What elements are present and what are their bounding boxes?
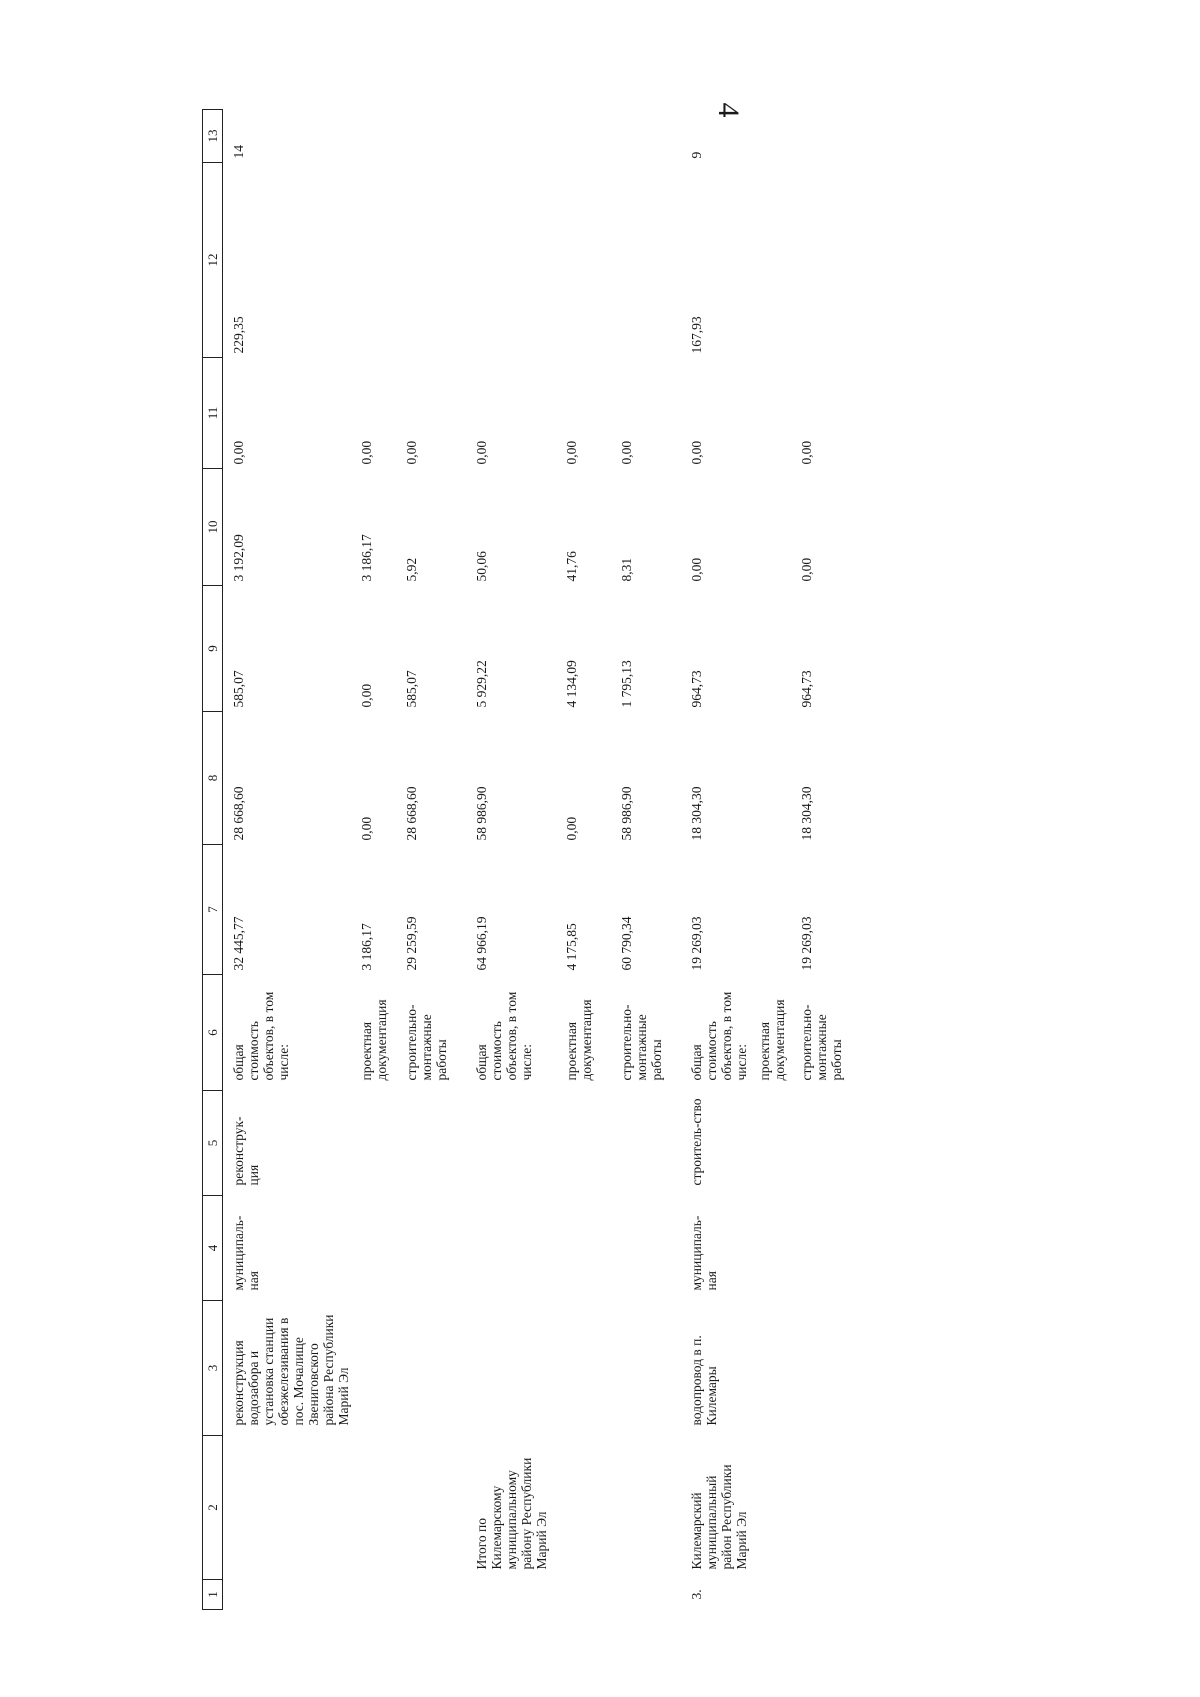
table-row xyxy=(749,110,791,1610)
table-cell-c11: 0,00 xyxy=(231,440,246,465)
table-cell-c6: общая стоимость объектов, в том числе: xyxy=(689,991,749,1081)
table-cell-c8: 58 986,90 xyxy=(474,786,489,841)
table-cell-c6: проектная документация xyxy=(564,999,594,1081)
table-cell-c12: 229,35 xyxy=(231,316,246,354)
table-cell-c12 xyxy=(611,163,681,358)
table-cell-c13 xyxy=(466,110,556,163)
table-cell-c3: водопровод в п. Килемары xyxy=(689,1335,719,1426)
col-num-11: 11 xyxy=(203,358,223,469)
table-cell-c9 xyxy=(749,586,791,712)
table-row xyxy=(681,110,749,1610)
table-cell-c7: 29 259,59 xyxy=(404,916,419,971)
table-cell-c12 xyxy=(351,163,396,358)
table-cell-c1 xyxy=(611,1580,681,1610)
table-cell-c4 xyxy=(791,1196,861,1301)
table-cell-c11: 0,00 xyxy=(404,440,419,465)
table-cell-c6: проектная документация xyxy=(359,999,389,1081)
table-cell-c4 xyxy=(396,1196,466,1301)
table-cell-c6: строительно-монтажные работы xyxy=(619,1004,664,1081)
table-cell-c9: 4 134,09 xyxy=(564,660,579,708)
table-cell-c10: 3 192,09 xyxy=(231,534,246,582)
table-cell-c1 xyxy=(396,1580,466,1610)
table-cell-c13 xyxy=(556,110,611,163)
col-num-1: 1 xyxy=(203,1580,223,1610)
table-cell-c6: проектная документация xyxy=(757,999,787,1081)
col-num-12: 12 xyxy=(203,163,223,358)
col-num-13: 13 xyxy=(203,110,223,163)
table-cell-c9: 0,00 xyxy=(359,683,374,708)
col-num-10: 10 xyxy=(203,469,223,586)
table-cell-c12 xyxy=(556,163,611,358)
table-cell-c5 xyxy=(351,1091,396,1196)
table-cell-c12 xyxy=(396,163,466,358)
col-num-3: 3 xyxy=(203,1301,223,1436)
table-cell-c9: 964,73 xyxy=(689,670,704,708)
table-cell-c1 xyxy=(556,1580,611,1610)
table-cell-c1 xyxy=(749,1580,791,1610)
table-cell-c2 xyxy=(351,1436,396,1580)
table-cell-c4 xyxy=(351,1196,396,1301)
table-cell-c10 xyxy=(749,469,791,586)
table-cell-c2 xyxy=(396,1436,466,1580)
table-cell-c8 xyxy=(749,712,791,845)
table-cell-c10: 41,76 xyxy=(564,551,579,582)
table-cell-c13 xyxy=(396,110,466,163)
table-cell-c10: 0,00 xyxy=(799,557,814,582)
table-cell-c1 xyxy=(351,1580,396,1610)
table-cell-c1 xyxy=(466,1580,556,1610)
table-cell-c9: 964,73 xyxy=(799,670,814,708)
table-row xyxy=(466,110,556,1610)
table-cell-c7: 64 966,19 xyxy=(474,916,489,971)
table-cell-c13 xyxy=(791,110,861,163)
table-cell-c13: 9 xyxy=(689,151,704,159)
table-cell-c7: 3 186,17 xyxy=(359,923,374,971)
table-cell-c4 xyxy=(466,1196,556,1301)
table-cell-c8: 58 986,90 xyxy=(619,786,634,841)
col-num-9: 9 xyxy=(203,586,223,712)
table-row xyxy=(396,110,466,1610)
table-cell-c2 xyxy=(749,1436,791,1580)
table-cell-c5: реконструк-ция xyxy=(231,1116,261,1186)
table-cell-c10: 8,31 xyxy=(619,557,634,582)
table-cell-c6: общая стоимость объектов, в том числе: xyxy=(231,991,291,1081)
table-cell-c9: 585,07 xyxy=(404,670,419,708)
table-cell-c3 xyxy=(791,1301,861,1436)
table-cell-c4 xyxy=(749,1196,791,1301)
table-cell-c9: 585,07 xyxy=(231,670,246,708)
table-cell-c11: 0,00 xyxy=(619,440,634,465)
table-cell-c13: 14 xyxy=(231,145,246,159)
table-cell-c2 xyxy=(223,1436,352,1580)
table-cell-c3 xyxy=(351,1301,396,1436)
table-cell-c4 xyxy=(611,1196,681,1301)
investment-table xyxy=(202,109,861,1610)
table-cell-c8: 0,00 xyxy=(564,816,579,841)
table-body xyxy=(223,110,862,1610)
table-cell-c10: 3 186,17 xyxy=(359,534,374,582)
table-cell-c9: 5 929,22 xyxy=(474,660,489,708)
table-cell-c5 xyxy=(791,1091,861,1196)
table-cell-c13 xyxy=(749,110,791,163)
table-cell-c6: общая стоимость объектов, в том числе: xyxy=(474,991,534,1081)
table-cell-c1: 3. xyxy=(689,1589,704,1600)
table-cell-c10: 0,00 xyxy=(689,557,704,582)
table-cell-c10: 50,06 xyxy=(474,551,489,582)
table-cell-c3 xyxy=(556,1301,611,1436)
table-cell-c5 xyxy=(396,1091,466,1196)
table-cell-c3 xyxy=(749,1301,791,1436)
table-cell-c2: Килемарский муниципальный район Республики Марий Эл xyxy=(689,1464,749,1570)
table-cell-c5 xyxy=(556,1091,611,1196)
table-cell-c8: 0,00 xyxy=(359,816,374,841)
table-cell-c11: 0,00 xyxy=(474,440,489,465)
table-cell-c11: 0,00 xyxy=(689,440,704,465)
table-cell-c13 xyxy=(351,110,396,163)
col-num-4: 4 xyxy=(203,1196,223,1301)
table-cell-c3 xyxy=(466,1301,556,1436)
col-num-2: 2 xyxy=(203,1436,223,1580)
table-cell-c5: строитель-ство xyxy=(689,1098,704,1186)
table-cell-c3 xyxy=(396,1301,466,1436)
table-cell-c11 xyxy=(749,358,791,469)
column-number-row xyxy=(203,110,223,1610)
table-cell-c7: 4 175,85 xyxy=(564,923,579,971)
table-cell-c5 xyxy=(749,1091,791,1196)
table-cell-c3 xyxy=(611,1301,681,1436)
table-cell-c4 xyxy=(556,1196,611,1301)
table-cell-c4: муниципаль-ная xyxy=(689,1215,719,1291)
table-cell-c11: 0,00 xyxy=(799,440,814,465)
table-cell-c8: 18 304,30 xyxy=(799,786,814,841)
table-cell-c6: строительно-монтажные работы xyxy=(799,1004,844,1081)
table-row xyxy=(791,110,861,1610)
table-cell-c7: 32 445,77 xyxy=(231,916,246,971)
table-cell-c3: реконструкция водозабора и установка станции обезжелезивания в пос. Мочалище Звениговского района Республики Марий Эл xyxy=(231,1314,351,1426)
table-cell-c8: 18 304,30 xyxy=(689,786,704,841)
col-num-6: 6 xyxy=(203,975,223,1091)
table-cell-c4: муниципаль-ная xyxy=(231,1215,261,1291)
table-cell-c1 xyxy=(791,1580,861,1610)
table-cell-c7: 19 269,03 xyxy=(799,916,814,971)
table-row xyxy=(611,110,681,1610)
table-cell-c12: 167,93 xyxy=(689,316,704,354)
col-num-7: 7 xyxy=(203,845,223,975)
table-row xyxy=(351,110,396,1610)
table-cell-c2: Итого по Килемарскому муниципальному району Республики Марий Эл xyxy=(474,1457,549,1570)
rotated-sheet xyxy=(202,110,1022,1610)
table-cell-c12 xyxy=(749,163,791,358)
table-row xyxy=(556,110,611,1610)
table-cell-c1 xyxy=(223,1580,352,1610)
table-cell-c13 xyxy=(611,110,681,163)
table-cell-c2 xyxy=(791,1436,861,1580)
table-cell-c8: 28 668,60 xyxy=(231,786,246,841)
table-cell-c2 xyxy=(611,1436,681,1580)
table-cell-c5 xyxy=(466,1091,556,1196)
table-cell-c12 xyxy=(466,163,556,358)
table-row xyxy=(223,110,352,1610)
table-cell-c2 xyxy=(556,1436,611,1580)
col-num-5: 5 xyxy=(203,1091,223,1196)
page-number: 4 xyxy=(712,102,745,118)
table-cell-c10: 5,92 xyxy=(404,557,419,582)
col-num-8: 8 xyxy=(203,712,223,845)
table-cell-c9: 1 795,13 xyxy=(619,660,634,708)
table-cell-c7: 60 790,34 xyxy=(619,916,634,971)
table-cell-c7 xyxy=(749,845,791,975)
table-cell-c11: 0,00 xyxy=(564,440,579,465)
table-cell-c12 xyxy=(791,163,861,358)
table-cell-c7: 19 269,03 xyxy=(689,916,704,971)
table-cell-c5 xyxy=(611,1091,681,1196)
table-cell-c11: 0,00 xyxy=(359,440,374,465)
table-cell-c8: 28 668,60 xyxy=(404,786,419,841)
table-cell-c6: строительно-монтажные работы xyxy=(404,1004,449,1081)
